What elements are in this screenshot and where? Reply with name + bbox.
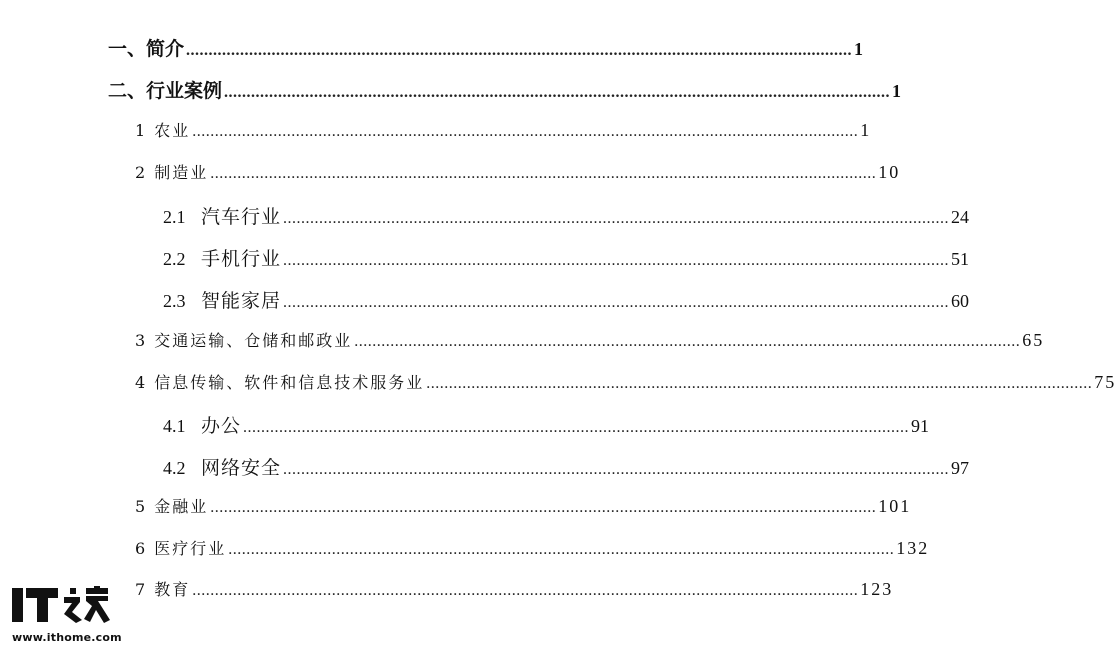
dot-leader: .................................................................................................................................................... (210, 165, 877, 182)
toc-entry-title: 汽车行业 (201, 206, 282, 228)
toc-entry (163, 411, 930, 441)
toc-entry (135, 370, 1116, 400)
dot-leader: .................................................................................................................................................... (283, 252, 950, 269)
dot-leader: .................................................................................................................................................... (243, 419, 910, 436)
toc-entry-label: 3 交通运输、仓储和邮政业 (135, 331, 353, 350)
toc-entry-label: 一、简介 (108, 38, 185, 60)
toc-entry (108, 76, 902, 106)
dot-leader: .................................................................................................................................................... (186, 42, 853, 59)
toc-entry (135, 536, 930, 566)
toc-entry-title: 智能家居 (201, 290, 282, 312)
toc-entry (163, 286, 970, 316)
toc-entry (135, 118, 872, 148)
toc-entry (135, 494, 912, 524)
toc-entry-label: 7 教育 (135, 580, 191, 599)
toc-entry-label: 4 信息传输、软件和信息技术服务业 (135, 373, 425, 392)
toc-entry-title: 手机行业 (201, 248, 282, 270)
dot-leader: .................................................................................................................................................... (192, 582, 859, 599)
toc-entry-page: 24 (951, 207, 970, 227)
toc-entry (135, 577, 894, 607)
toc-entry (135, 160, 901, 190)
dot-leader: .................................................................................................................................................... (283, 210, 950, 227)
dot-leader: .................................................................................................................................................... (224, 84, 891, 101)
toc-entry-page: 101 (878, 496, 912, 516)
toc-entry (163, 453, 970, 483)
toc-entry-number: 2.2 (163, 249, 186, 269)
toc-entry-page: 1 (854, 39, 864, 59)
toc-entry-title: 办公 (201, 415, 242, 437)
toc-entry (163, 244, 970, 274)
dot-leader: .................................................................................................................................................... (228, 541, 895, 558)
toc-entry-number: 4.2 (163, 458, 186, 478)
toc-entry-page: 10 (878, 162, 901, 182)
toc-entry-page: 97 (951, 458, 970, 478)
dot-leader: .................................................................................................................................................... (354, 333, 1021, 350)
toc-entry-number: 4.1 (163, 416, 186, 436)
toc-entry-page: 1 (860, 120, 872, 140)
toc-entry-label: 二、行业案例 (108, 80, 223, 102)
toc-entry-page: 91 (911, 416, 930, 436)
watermark-url: www.ithome.com (12, 631, 122, 644)
dot-leader: .................................................................................................................................................... (283, 461, 950, 478)
toc-entry-label: 1 农业 (135, 121, 191, 140)
toc-entry-label: 5 金融业 (135, 497, 209, 516)
toc-entry-label (163, 411, 241, 438)
toc-entry-title: 网络安全 (201, 457, 282, 479)
toc-entry-page: 65 (1022, 330, 1045, 350)
toc-entry-label: 6 医疗行业 (135, 539, 227, 558)
dot-leader: .................................................................................................................................................... (426, 375, 1093, 392)
dot-leader: .................................................................................................................................................... (192, 123, 859, 140)
toc-entry (135, 328, 1045, 358)
toc-entry-page: 132 (896, 538, 930, 558)
dot-leader: .................................................................................................................................................... (283, 294, 950, 311)
toc-entry-label (163, 286, 281, 313)
toc-entry-number: 2.3 (163, 291, 186, 311)
toc-entry (108, 34, 864, 64)
toc-entry-page: 75 (1094, 372, 1116, 392)
toc-entry-label: 2 制造业 (135, 163, 209, 182)
toc-entry-label (163, 453, 281, 480)
toc-entry-page: 51 (951, 249, 970, 269)
toc-entry-page: 1 (892, 81, 902, 101)
toc-entry-page: 123 (860, 579, 894, 599)
toc-entry-label (163, 202, 281, 229)
dot-leader: .................................................................................................................................................... (210, 499, 877, 516)
toc-entry-number: 2.1 (163, 207, 186, 227)
toc-entry-page: 60 (951, 291, 970, 311)
ithome-logo-icon (10, 582, 116, 628)
toc-entry-label (163, 244, 281, 271)
ithome-watermark (10, 582, 122, 648)
toc-entry (163, 202, 970, 232)
